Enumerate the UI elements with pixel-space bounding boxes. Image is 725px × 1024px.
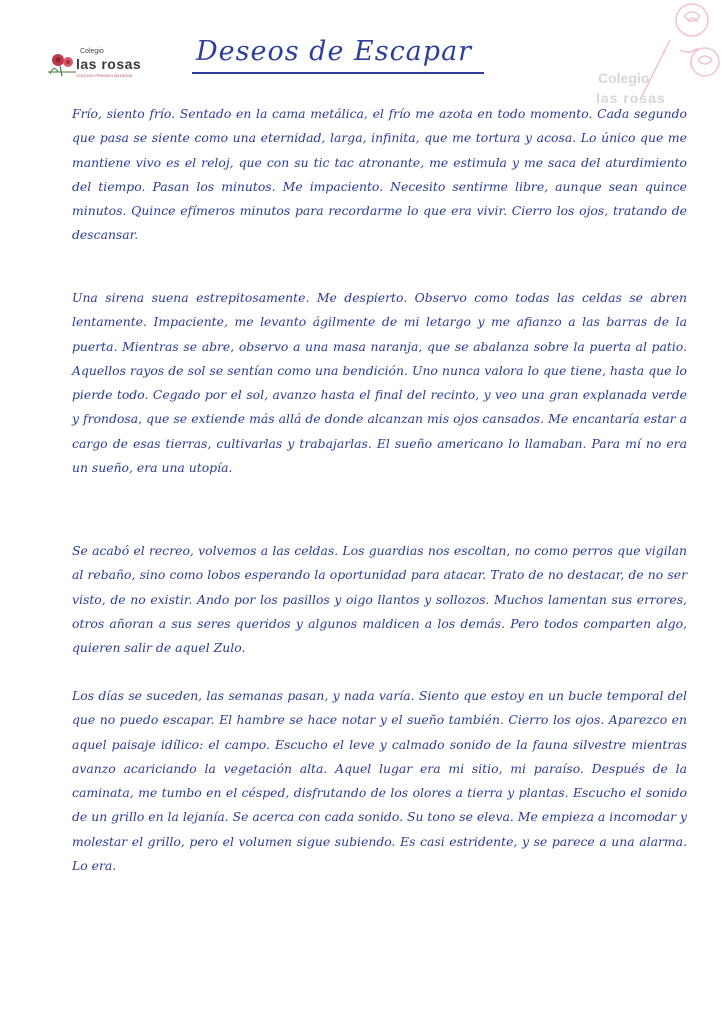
watermark	[580, 0, 725, 110]
paragraph-2: Una sirena suena estrepitosamente. Me despierto. Observo como todas las celdas se abren lentamente. Impaciente, me levanto ágilmente de mi letargo y me afianzo a las barras de la puerta. Mientras se abre, observo a una masa naranja, que se abalanza sobre la puerta al patio. Aquellos rayos de sol se sentían como una bendición. Uno nunca valora lo que tiene, hasta que lo pierde todo. Cegado por el sol, avanzo hasta el final del recinto, y veo una gran explanada verde y frondosa, que se extiende más allá de donde alcanzan mis ojos cansados. Me encantaría estar a cargo de esas tierras, cultivarlas y trabajarlas. El sueño americano lo llamaban. Para mí no era un sueño, era una utopía.	[72, 290, 687, 476]
paragraph-3: Se acabó el recreo, volvemos a las celdas. Los guardias nos escoltan, no como perros que vigilan al rebaño, sino como lobos esperando la oportunidad para atacar. Trato de no destacar, de no ser visto, de no existir. Ando por los pasillos y oigo llantos y sollozos. Muchos lamentan sus errores, otros añoran a sus seres queridos y algunos maldicen a los demás. Pero todos comparten algo, quieren salir de aquel Zulo.	[72, 543, 687, 656]
school-logo	[46, 50, 161, 80]
rose-icon	[46, 50, 80, 80]
watermark-line-1: Colegio	[598, 70, 650, 86]
paragraph-1: Frío, siento frío. Sentado en la cama metálica, el frío me azota en todo momento. Cada segundo que pasa se siente como una eternidad, larga, infinita, que me tortura y acosa. Lo único que me mantiene vivo es el reloj, que con su tic tac atronante, me estimula y me saca del aturdimiento del tiempo. Pasan los minutos. Me impaciento. Necesito sentirme libre, aunque sean quince minutos. Quince efímeros minutos para recordarme lo que era vivir. Cierro los ojos, tratando de descansar.	[72, 106, 687, 243]
title-underline	[192, 72, 484, 74]
logo-name: las rosas	[76, 56, 142, 72]
paragraph-4: Los días se suceden, las semanas pasan, y nada varía. Siento que estoy en un bucle temporal del que no puedo escapar. El hambre se hace notar y el sueño también. Cierro los ojos. Aparezco en aquel paisaje idílico: el campo. Escucho el leve y calmado sonido de la fauna silvestre mientras avanzo acariciando la vegetación alta. Aquel lugar era mi sitio, mi paraíso. Después de la caminata, me tumbo en el césped, disfrutando de los olores a tierra y plantas. Escucho el sonido de un grillo en la lejanía. Se acerca con cada sonido. Su tono se eleva. Me empieza a incomodar y molestar el grillo, pero el volumen sigue subiendo. Es casi estridente, y se parece a una alarma. Lo era.	[72, 688, 687, 874]
watermark-line-2: las rosas	[596, 90, 666, 106]
page-title: Deseos de Escapar	[196, 36, 473, 67]
logo-small-text: Colegio	[80, 48, 104, 55]
logo-tagline: COLEGIO PRIVADO BILINGÜE	[76, 73, 133, 78]
